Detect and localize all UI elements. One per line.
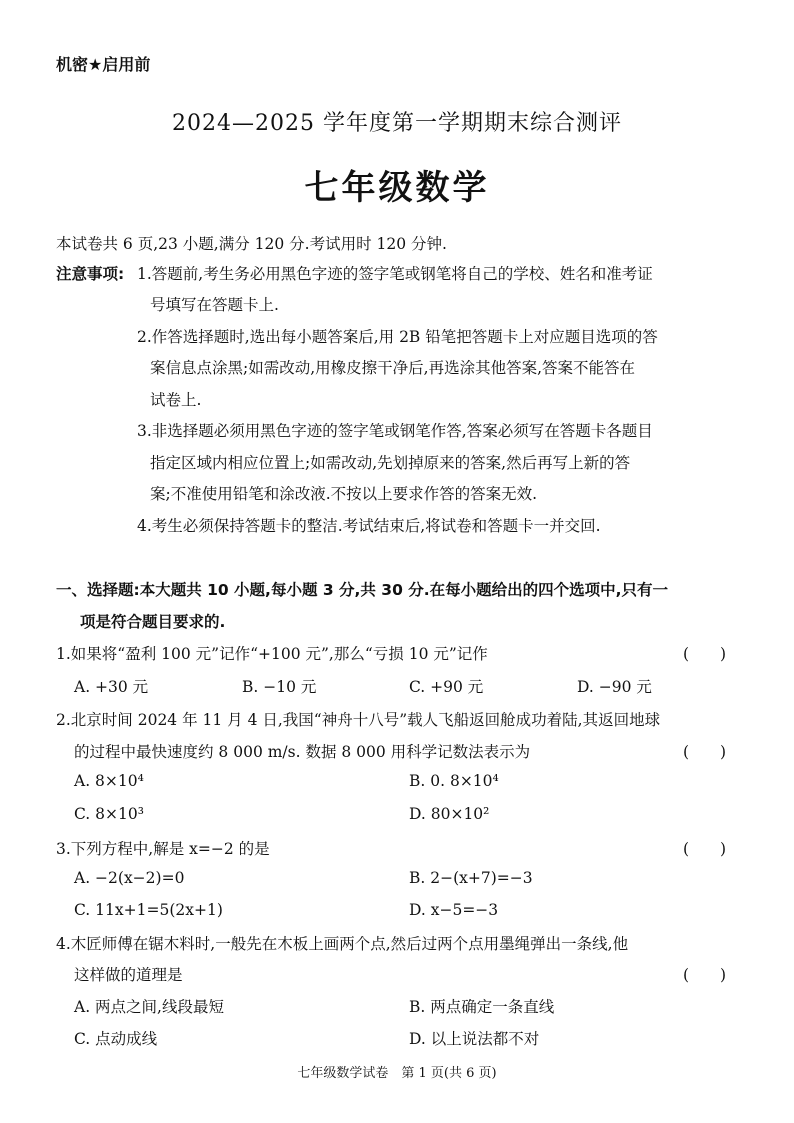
note-line: 2.作答选择题时,选出每小题答案后,用 2B 铅笔把答题卡上对应题目选项的答 — [137, 328, 658, 346]
question-4-option-a: A. 两点之间,线段最短 — [74, 998, 224, 1016]
answer-blank: ( ) — [683, 645, 727, 663]
note-line: 4.考生必须保持答题卡的整洁.考试结束后,将试卷和答题卡一并交回. — [137, 517, 601, 535]
note-line: 1.答题前,考生务必用黑色字迹的签字笔或钢笔将自己的学校、姓名和准考证 — [137, 265, 653, 283]
exam-title: 2024—2025 学年度第一学期期末综合测评 — [172, 111, 622, 136]
exam-intro: 本试卷共 6 页,23 小题,满分 120 分.考试用时 120 分钟. — [56, 235, 447, 253]
question-4-stem: 4.木匠师傅在锯木料时,一般先在木板上画两个点,然后过两个点用墨绳弹出一条线,他 — [56, 935, 629, 953]
question-3-option-b: B. 2−(x+7)=−3 — [409, 869, 533, 887]
confidential-mark: 机密★启用前 — [56, 55, 151, 74]
question-2-stem: 2.北京时间 2024 年 11 月 4 日,我国“神舟十八号”载人飞船返回舱成功着陆,其返回地球 — [56, 711, 661, 729]
answer-blank: ( ) — [683, 743, 727, 761]
answer-blank: ( ) — [683, 966, 727, 984]
note-line: 案信息点涂黑;如需改动,用橡皮擦干净后,再选涂其他答案,答案不能答在 — [150, 359, 636, 377]
note-line: 试卷上. — [150, 391, 202, 409]
page-footer: 七年级数学试卷 第 1 页(共 6 页) — [297, 1066, 497, 1081]
question-2-option-a: A. 8×10⁴ — [74, 772, 144, 790]
note-line: 指定区域内相应位置上;如需改动,先划掉原来的答案,然后再写上新的答 — [150, 454, 631, 472]
section-heading-cont: 项是符合题目要求的. — [80, 613, 226, 631]
question-3-option-c: C. 11x+1=5(2x+1) — [74, 901, 223, 919]
notes-label: 注意事项: — [56, 265, 125, 283]
answer-blank: ( ) — [683, 840, 727, 858]
question-1-option-c: C. +90 元 — [409, 678, 484, 696]
question-4-option-b: B. 两点确定一条直线 — [409, 998, 555, 1016]
note-line: 号填写在答题卡上. — [150, 296, 279, 314]
question-3-option-a: A. −2(x−2)=0 — [74, 869, 185, 887]
question-2-stem-cont: 的过程中最快速度约 8 000 m/s. 数据 8 000 用科学记数法表示为 — [74, 743, 531, 761]
question-1-stem: 1.如果将“盈利 100 元”记作“+100 元”,那么“亏损 10 元”记作 — [56, 645, 488, 663]
question-4-option-c: C. 点动成线 — [74, 1030, 158, 1048]
question-1-option-a: A. +30 元 — [74, 678, 149, 696]
note-line: 案;不准使用铅笔和涂改液.不按以上要求作答的答案无效. — [150, 485, 538, 503]
question-3-stem: 3.下列方程中,解是 x=−2 的是 — [56, 840, 270, 858]
question-2-option-b: B. 0. 8×10⁴ — [409, 772, 499, 790]
question-3-option-d: D. x−5=−3 — [409, 901, 499, 919]
section-heading: 一、选择题:本大题共 10 小题,每小题 3 分,共 30 分.在每小题给出的四个选项中,只有一 — [56, 581, 669, 599]
question-4-stem-cont: 这样做的道理是 — [74, 966, 183, 984]
note-line: 3.非选择题必须用黑色字迹的签字笔或钢笔作答,答案必须写在答题卡各题目 — [137, 422, 653, 440]
subject-title: 七年级数学 — [304, 168, 490, 208]
question-4-option-d: D. 以上说法都不对 — [409, 1030, 540, 1048]
question-2-option-d: D. 80×10² — [409, 805, 490, 823]
question-1-option-b: B. −10 元 — [242, 678, 317, 696]
question-2-option-c: C. 8×10³ — [74, 805, 144, 823]
question-1-option-d: D. −90 元 — [577, 678, 652, 696]
